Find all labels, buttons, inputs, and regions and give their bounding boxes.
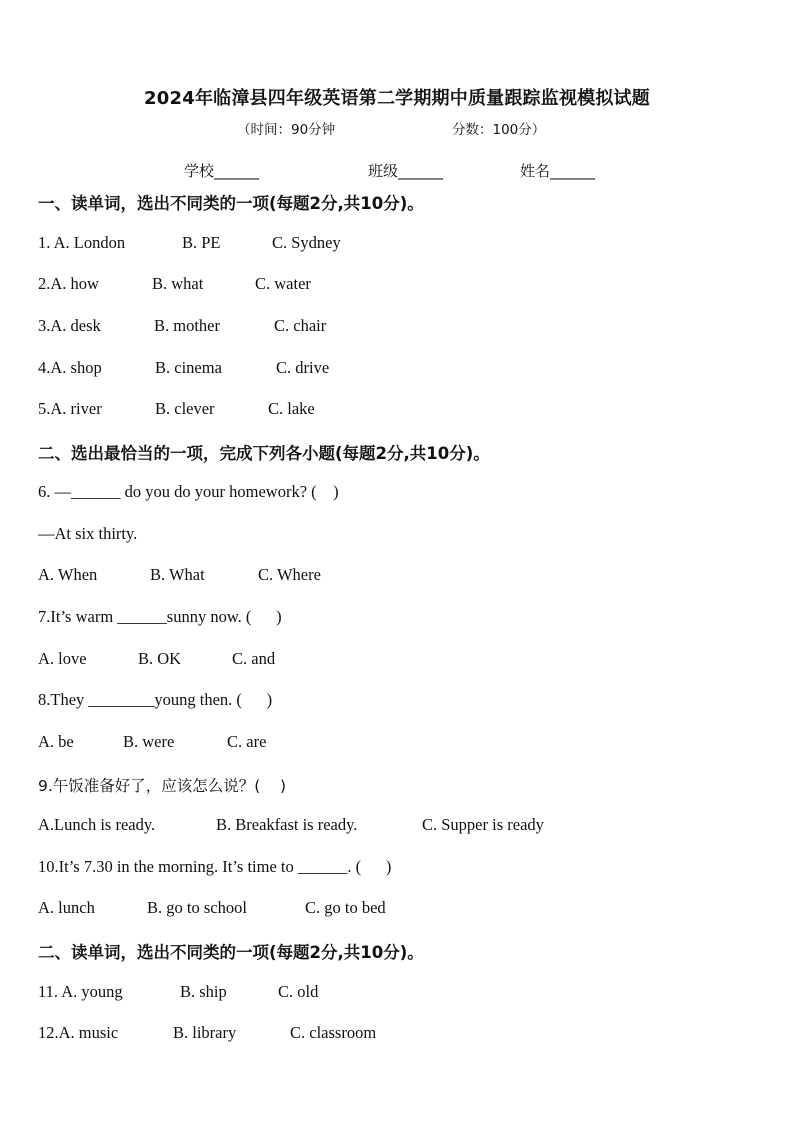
option-b: B. go to school xyxy=(147,898,247,917)
section-1-heading: 一、读单词，选出不同类的一项(每题2分,共10分)。 xyxy=(38,194,424,213)
question-7: 7.It’s warm ______sunny now. ( ) xyxy=(38,607,282,626)
option-b: B. library xyxy=(173,1023,237,1042)
question-9: 9.午饭准备好了，应该怎么说？( ) xyxy=(38,777,287,795)
option-a: A. lunch xyxy=(38,898,95,917)
option-c: C. drive xyxy=(276,358,330,377)
exam-title: 2024年临漳县四年级英语第二学期期中质量跟踪监视模拟试题 xyxy=(144,88,650,109)
option-c: C. Supper is ready xyxy=(422,815,544,834)
option-c: C. water xyxy=(255,274,311,293)
question-6: 6. —______ do you do your homework? ( ) xyxy=(38,482,339,501)
option-b: B. mother xyxy=(154,316,220,335)
option-a: A.Lunch is ready. xyxy=(38,815,156,834)
option-c: C. and xyxy=(232,649,276,668)
option-b: B. clever xyxy=(155,399,215,418)
option-a: 3.A. desk xyxy=(38,316,101,335)
option-a: 5.A. river xyxy=(38,399,102,418)
option-a: A. love xyxy=(38,649,87,668)
option-c: C. old xyxy=(278,982,319,1001)
question-8: 8.They ________young then. ( ) xyxy=(38,690,273,709)
option-b: B. were xyxy=(123,732,175,751)
option-c: C. Sydney xyxy=(272,233,341,252)
option-c: C. classroom xyxy=(290,1023,377,1042)
exam-score: 分数：100分） xyxy=(452,122,546,138)
option-b: B. OK xyxy=(138,649,182,668)
class-field: 班级______ xyxy=(368,162,444,180)
option-b: B. PE xyxy=(182,233,221,252)
option-a: 12.A. music xyxy=(38,1023,119,1042)
option-b: B. cinema xyxy=(155,358,222,377)
option-b: B. Breakfast is ready. xyxy=(216,815,358,834)
section-2-heading: 二、选出最恰当的一项，完成下列各小题(每题2分,共10分)。 xyxy=(38,444,490,463)
option-a: 11. A. young xyxy=(38,982,123,1001)
option-a: A. be xyxy=(38,732,74,751)
section-3-heading: 二、读单词，选出不同类的一项(每题2分,共10分)。 xyxy=(38,943,424,962)
exam-time: （时间：90分钟 xyxy=(237,122,336,138)
option-b: B. ship xyxy=(180,982,227,1001)
option-c: C. lake xyxy=(268,399,315,418)
option-c: C. Where xyxy=(258,565,321,584)
option-a: 4.A. shop xyxy=(38,358,102,377)
option-b: B. What xyxy=(150,565,205,584)
option-a: A. When xyxy=(38,565,98,584)
option-c: C. are xyxy=(227,732,267,751)
question-10: 10.It’s 7.30 in the morning. It’s time to ______. ( ) xyxy=(38,857,392,876)
option-b: B. what xyxy=(152,274,204,293)
question-6-answer: —At six thirty. xyxy=(38,524,138,543)
school-field: 学校______ xyxy=(184,162,260,180)
option-a: 1. A. London xyxy=(38,233,126,252)
option-c: C. chair xyxy=(274,316,327,335)
option-a: 2.A. how xyxy=(38,274,99,293)
name-field: 姓名______ xyxy=(520,162,596,180)
option-c: C. go to bed xyxy=(305,898,386,917)
